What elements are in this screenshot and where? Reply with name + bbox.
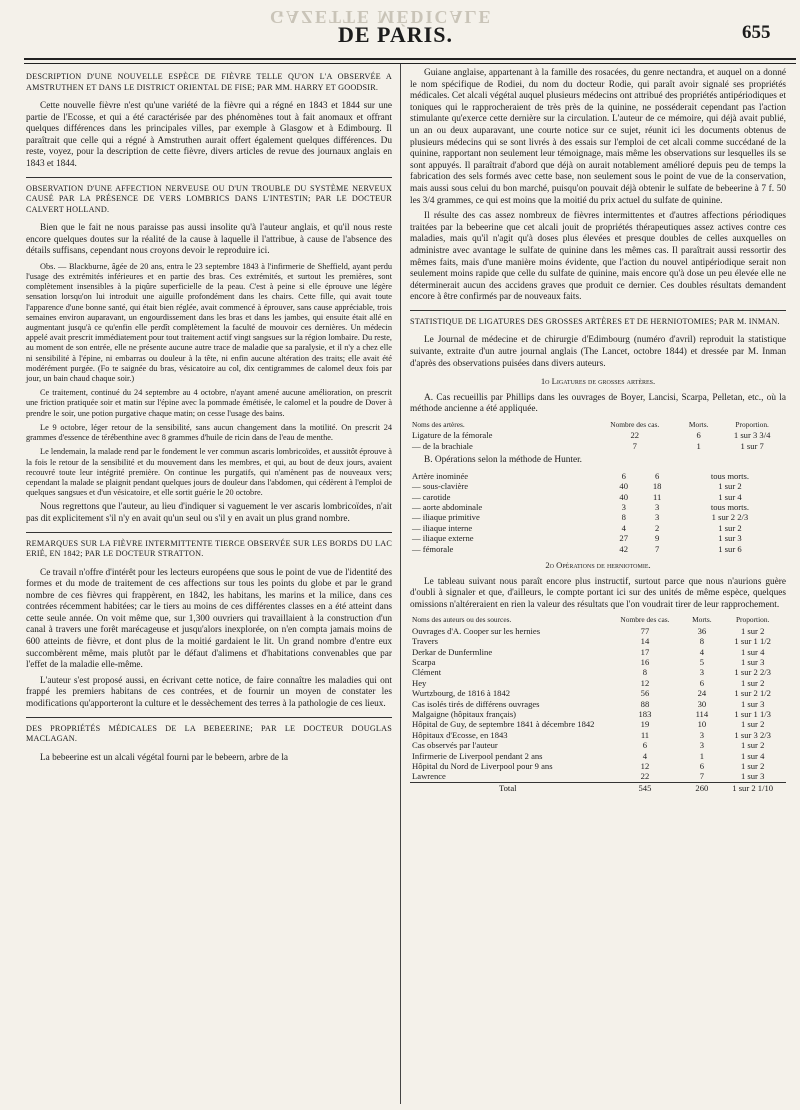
page-header [0,0,800,60]
table-header-row [410,615,786,625]
table-cell: 183 [638,709,652,720]
header-rule [24,58,796,64]
paragraph: Cette nouvelle fièvre n'est qu'une variété de la fièvre qui a régné en 1843 et 1844 sur une partie de l'Ecosse, et qui a été caractérisée par des phénomènes tout à fait anomaux et offrant quelques différences dans les principales villes, par exemple à Glasgow et à Edimbourg. Il paraîtrait que celle qui a régné à Amstruthen aurait offert également quelques différences. Du reste, voyez, pour la description de cette fièvre, divers articles de revue des journaux anglais en 1843 et 1844. [26,101,392,169]
table-cell: — iliaque externe [412,533,474,544]
table-cell: 3 [621,501,626,512]
table-body [410,430,786,451]
paragraph: B. Opérations selon la méthode de Hunter. [424,455,583,466]
table-cell: 27 [619,533,628,544]
table-cell: Hôpitaux d'Ecosse, en 1843 [412,729,508,740]
table-cell: 7 [655,543,660,554]
table-row [410,771,786,782]
ligature-table-b [410,471,786,554]
paragraph: Il résulte des cas assez nombreux de fièvres intermittentes et d'autres affections périodiques traitées par la bebeerine que cet alcali jouit de propriétés thérapeutiques assez actives contre ces maladies, mais qu'il n'agit qu'à doses plus élevées et presque doubles de celles auxquelles on administre avec avantage le sulfate de quinine dans les mêmes cas. Il paraîtrait aussi ressortir des mêmes faits, mais d'une manière moins évidente, que l'action du nouvel antipériodique serait non seulement moins rapide que celle du sulfate de quinine, mais encore qu'à dose un peu élevée elle ne déterminerait aucun des accidens graves que produit ce dernier. Ces doubles résultats demandent encore à être confirmés par de nouveaux faits. [410,211,786,303]
section-title: STATISTIQUE DE LIGATURES DES GROSSES ARTÈRES ET DE HERNIOTOMIES; PAR M. INMAN. [410,316,780,326]
table-cell: tous morts. [710,501,750,512]
table-cell: — carotide [412,491,451,502]
table-cell: Ligature de la fémorale [412,430,493,441]
table-row [410,719,786,729]
table-cell: 6 [642,740,648,751]
table-cell: 17 [640,646,650,657]
table-cell: 12 [640,761,650,772]
table-cell: 6 [699,761,705,772]
table-cell: 14 [640,636,650,647]
table-cell: 36 [697,625,707,636]
table-row [410,441,786,451]
table-body [410,626,786,783]
table-cell: Derkar de Dunfermline [412,646,493,657]
table-row [410,761,786,771]
table-cell: Clément [412,667,442,678]
table-cell: 7 [699,771,705,782]
table-cell: tous morts. [710,470,750,481]
paragraph: Le tableau suivant nous paraît encore plus instructif, surtout parce que nous n'aurions guère d'oubli à signaler et que, d'ailleurs, le compte portant ici sur des unités de même espèce, quelques omissions n'altéreraient en rien la valeur des résultats que l'on voudrait tirer de leur rapprochement. [410,576,786,610]
section-title: OBSERVATION D'UNE AFFECTION NERVEUSE OU D'UN TROUBLE DU SYSTÈME NERVEUX CAUSÉ PAR LA PRÉSENCE DE VERS LOMBRICS DANS L'INTESTIN; PAR LE DOCTEUR CALVERT HOLLAND. [26,183,392,214]
table-cell: 4 [699,646,705,657]
table-cell: 1 sur 3 [740,771,765,782]
table-cell: 11 [640,729,650,740]
table-cell: 22 [630,430,640,441]
table-cell: 1 sur 2 [740,625,765,636]
table-cell: — iliaque primitive [412,512,480,523]
table-cell: 1 [696,440,701,451]
bleed-through-text: GAZETTE MÉDICALE [270,7,493,27]
table-row [410,626,786,636]
table-cell: — aorte abdominale [412,501,483,512]
ligature-table-a [410,420,786,451]
table-cell: 30 [697,698,707,709]
column-header: Noms des auteurs ou des sources. [412,615,512,625]
table-cell: 4 [621,522,626,533]
table-row [410,471,786,481]
table-cell: 8 [642,667,648,678]
table-row [410,740,786,750]
observation-text: Le 9 octobre, léger retour de la sensibilité, sans aucun changement dans la motilité. On prescrit 24 grammes d'essence de térébenthine avec 8 grammes d'huile de ricin dans de l'eau de menthe. [26,422,392,443]
table-cell: 1 sur 2 [740,677,765,688]
observation-text: Le lendemain, la malade rend par le fondement le ver commun ascaris lombricoïdes, et aussitôt éprouve à la fois le retour de la sensibilité et du mouvement dans les membres, et qui, au bout de deux jours, avaient recouvré toute leur intégrité première. On continue les purgatifs, qui n'amènent pas de nouveaux vers; cependant la malade se plaignit pendant quelques jours de douleur dans l'abdomen, qui cédèrent à l'emploi de quelques sangsues et d'un vésicatoire, et elle sortit guérie le 20 octobre. [26,447,392,498]
table-row [410,667,786,677]
table-cell: 1 sur 4 [718,491,742,502]
table-cell: 1 sur 2 [740,719,765,730]
table-row [410,533,786,543]
table-cell: 56 [640,688,650,699]
paragraph: Le Journal de médecine et de chirurgie d'Edimbourg (numéro d'avril) reproduit la statistique suivante, extraite d'un autre journal anglais (The Lancet, octobre 1844) et dressée par M. Inman d'après des observations puisées dans divers auteurs. [410,335,786,369]
table-cell: Ouvrages d'A. Cooper sur les hernies [412,625,541,636]
table-cell: 4 [642,750,648,761]
divider [410,310,786,311]
herniotomy-table [410,615,786,793]
table-cell: Hôpital de Guy, de septembre 1841 à décembre 1842 [412,719,595,730]
table-row [410,492,786,502]
table-row [410,481,786,491]
paragraph: Ce travail n'offre d'intérêt pour les lecteurs européens que sous le point de vue de l'identité des formes et du mode de traitement de ces affections sur tous les points du globe et par le grand nombre de ces fièvres qui frappèrent, en 1842, les habitans, les marins et la milice, dans ces contrées récemment habitées; car le tiers au moins de ces différentes classes en a été atteint dans cette seule année. On voit même que, sur 1,300 ouvriers qui travaillaient à la construction d'un canal à travers une forêt marécageuse et jusqu'alors inexplorée, on n'en compta jamais moins de 600 atteints de fièvre, et dont plus de la moitié gardaient le lit. Un grand nombre d'entre eux succombèrent même, mais plutôt par le défaut d'alimens et d'habitations convenables que par l'effet de la maladie elle-même. [26,567,392,671]
table-row [410,688,786,698]
column-header: Noms des artères. [412,419,465,429]
table-cell: 3 [699,667,705,678]
section-title: DES PROPRIÉTÉS MÉDICALES DE LA BEBEERINE; PAR LE DOCTEUR DOUGLAS MACLAGAN. [26,723,392,744]
table-cell: 18 [652,481,662,492]
table-cell: — fémorale [412,543,454,554]
subheading: 2o Opérations de herniotomie. [545,560,651,570]
table-cell: 1 sur 2 1/2 [734,688,771,699]
table-cell: Scarpa [412,657,436,667]
table-row [410,678,786,688]
table-cell: 8 [621,512,626,523]
table-cell: 6 [699,677,705,688]
table-cell: Total [410,782,606,793]
table-cell: 1 sur 2 2/3 [711,512,749,523]
table-cell: 7 [632,440,637,451]
table-cell: 1 sur 3 [740,698,765,709]
table-cell: Artère inominée [412,470,469,481]
divider [26,532,392,533]
table-header-row [410,420,786,430]
table-cell: 1 sur 2 [740,740,765,751]
section-title: DESCRIPTION D'UNE NOUVELLE ESPÈCE DE FIÈVRE TELLE QU'ON L'A OBSERVÉE A AMSTRUTHEN ET DANS LE DISTRICT ORIENTAL DE FISE; PAR MM. HARRY ET GOODSIR. [26,72,392,92]
table-cell: 10 [697,719,707,730]
table-cell: 2 [655,522,660,533]
paragraph: Nous regrettons que l'auteur, au lieu d'indiquer si vaguement le ver ascaris lombricoïdes, n'ait pas dit explicitement s'il n'y en avait qu'un seul ou s'il y en avait un plus grand nombre. [26,502,392,524]
table-cell: 40 [619,491,628,502]
page-number: 655 [742,22,771,43]
table-cell: 260 [684,782,719,793]
table-cell: — iliaque interne [412,522,473,533]
table-cell: 11 [653,491,662,502]
column-divider [400,64,401,1104]
observation-text: Ce traitement, continué du 24 septembre au 4 octobre, n'ayant amené aucune amélioration, on prescrit une friction pratiquée soir et matin sur l'épine avec la pommade émétisée, le calomel et la poudre de Dover à prendre le soir, une potion purgative chaque matin; on cesse l'usage des bains. [26,388,392,418]
table-cell: Cas isolés tirés de différens ouvrages [412,698,540,709]
table-cell: 88 [640,698,650,709]
table-row [410,523,786,533]
table-cell: 3 [699,729,705,740]
right-column [410,68,786,793]
paragraph: A. Cas recueillis par Phillips dans les ouvrages de Boyer, Lancisi, Scarpa, Pelletan, etc., où la méthode ancienne a été appliquée. [410,392,786,415]
table-cell: 1 sur 4 [740,646,765,657]
table-cell: Hôpital du Nord de Liverpool pour 9 ans [412,761,553,772]
column-header: Nombre des cas. [620,615,670,625]
table-cell: 1 sur 2 [718,481,742,492]
table-cell: 1 sur 3 [718,533,742,544]
table-cell: 1 sur 3 3/4 [733,430,771,441]
table-cell: 1 sur 7 [740,440,764,451]
table-row [410,636,786,646]
paragraph: La bebeerine est un alcali végétal fourni par le bebeern, arbre de la [40,752,289,763]
table-cell: 5 [699,657,705,667]
table-cell: — sous-clavière [412,481,469,492]
table-cell: 42 [619,543,628,554]
table-cell: 1 sur 2 2/3 [734,667,771,678]
column-header: Morts. [688,419,709,429]
paragraph: Bien que le fait ne nous paraisse pas aussi insolite qu'à l'auteur anglais, et qu'il nous reste encore quelques doutes sur la réalité de la cause à laquelle il l'attribue, à cause de l'absence des détails suffisans, cependant nous croyons devoir le reproduire ici. [26,223,392,257]
table-row [410,647,786,657]
table-cell: 22 [640,771,650,782]
column-header: Morts. [692,615,712,625]
table-row [410,430,786,440]
table-cell: 6 [621,470,626,481]
table-row [410,512,786,522]
table-cell: 16 [640,657,650,667]
table-row [410,709,786,719]
column-header: Nombre des cas. [610,419,660,429]
table-cell: 77 [640,625,650,636]
table-cell: 6 [696,430,701,441]
observation-text: Obs. — Blackburne, âgée de 20 ans, entra le 23 septembre 1843 à l'infirmerie de Sheffield, ayant perdu l'usage des extrémités inférieures et en partie des bras. Ces extrémités, et surtout les premières, sont complètement insensibles à la piqûre superficielle de la peau. C'est à peine si elle éprouve une légère sensation lorsqu'on lui introduit une aiguille profondément dans les chairs. Cette fille, qui avait toute l'apparence d'une bonne santé, qui était bien réglée, avait commencé à éprouver, sans cause appréciable, trois semaines environ auparavant, un engourdissement dans les bras et dans les jambes, qui ensuite était allé en augmentant jusqu'à ce qu'enfin elle perdît complètement la faculté de mouvoir ces dernières. Un médecin appelé avait prescrit immédiatement pour tout traitement actif vingt sangsues sur la région lombaire. Du reste, au moment de son entrée, elle ne présente aucune autre trace de maladie que sa paralysie, et il n'y a chez elle ni sensibilité à l'épine, ni embarras ou douleur à la tête, ni enfin aucune altération des traits; elle avait été modérément purgée. (Fo te saignée du bras, vésicatoire au col, dix centigrammes de calomel deux fois par jour, un bain chaud chaque soir.) [26,261,392,384]
table-cell: 1 sur 1 1/2 [734,636,771,647]
table-cell: 24 [697,688,707,699]
table-cell: 114 [695,709,709,720]
table-cell: Lawrence [412,771,446,782]
table-row [410,751,786,761]
total-row [410,782,786,793]
table-row [410,502,786,512]
table-cell: 40 [619,481,628,492]
divider [26,177,392,178]
table-cell: 9 [655,533,660,544]
table-cell: 1 sur 4 [740,750,765,761]
table-cell: Infirmerie de Liverpool pendant 2 ans [412,750,543,761]
table-cell: Travers [412,636,438,647]
table-body [410,471,786,554]
divider [26,717,392,718]
table-cell: 1 sur 2 [740,761,765,772]
table-cell: 1 sur 2 1/10 [719,782,786,793]
section-title: REMARQUES SUR LA FIÈVRE INTERMITTENTE TIERCE OBSERVÉE SUR LES BORDS DU LAC ERIÉ, EN 1842; PAR LE DOCTEUR STRATTON. [26,538,392,558]
subheading: 1o Ligatures de grosses artères. [540,376,656,387]
table-cell: 1 sur 2 [718,522,742,533]
table-cell: 1 sur 6 [718,543,742,554]
table-cell: 1 sur 3 [740,657,765,667]
journal-title: DE PARIS. [338,22,453,47]
table-cell: — de la brachiale [412,440,473,451]
table-cell: 8 [699,636,705,647]
table-cell: 1 sur 1 1/3 [734,709,771,720]
table-cell: Wurtzbourg, de 1816 à 1842 [412,688,511,699]
column-header: Proportion. [735,419,769,429]
table-cell: 3 [699,740,705,751]
table-cell: 12 [640,677,650,688]
column-header: Proportion. [735,615,770,625]
table-cell: 545 [606,782,685,793]
table-row [410,730,786,740]
paragraph: Guiane anglaise, appartenant à la famille des rosacées, du genre nectandra, et auquel on a donné le nom spécifique de Rodiei, du nom du docteur Rodie, qui paraît avoir signalé ses propriétés médicales. Cet alcali végétal auquel plusieurs médecins ont attribué des propriétés antipériodiques et toniques qui le rapprocheraient de très près de la quinine, ne posséderait cependant pas l'action stimulante qu'exerce cette dernière sur la circulation. L'auteur de ce mémoire, qui déjà avait publié, un an ou deux auparavant, une courte notice sur ce sujet, réunit ici les documents obtenus de plusieurs médecins qui se sont livrés à des essais sur l'emploi de cet alcali comme succédané de la quinine, rapportant non seulement leur témoignage, mais même les observations sur lesquelles ils se sont appuyés. Il paraîtrait d'abord que déjà on aurait notablement amélioré depuis peu de temps la fabrication des sels formés avec cette base, non seulement sous le point de vue de la conservation, mais aussi sous celui du bon marché, puisqu'on pouvait déjà obtenir le sulfate de bebeerine à 7 f. 50 les 3/4 grammes, ce qui est moins que la moitié du prix actuel du sulfate de quinine. [410,68,786,206]
table-cell: Cas observés par l'auteur [412,740,498,751]
table-cell: 1 [699,750,705,761]
table-row [410,699,786,709]
table-cell: 6 [655,470,660,481]
table-row [410,657,786,667]
table-cell: 19 [640,719,650,730]
left-column [26,68,392,768]
table-cell: 3 [655,512,660,523]
table-cell: 3 [655,501,660,512]
paragraph: L'auteur s'est proposé aussi, en écrivant cette notice, de faire connaître les maladies qui ont frappé les premiers habitans de ces contrées, et de fournir un moyen de constater les modifications qu'apporteront la culture et le dessèchement des terres à la pathologie de ces lieux. [26,675,392,710]
table-cell: 1 sur 3 2/3 [734,729,771,740]
table-cell: Hey [412,677,427,688]
table-row [410,544,786,554]
table-cell: Malgaigne (hôpitaux français) [412,709,517,720]
